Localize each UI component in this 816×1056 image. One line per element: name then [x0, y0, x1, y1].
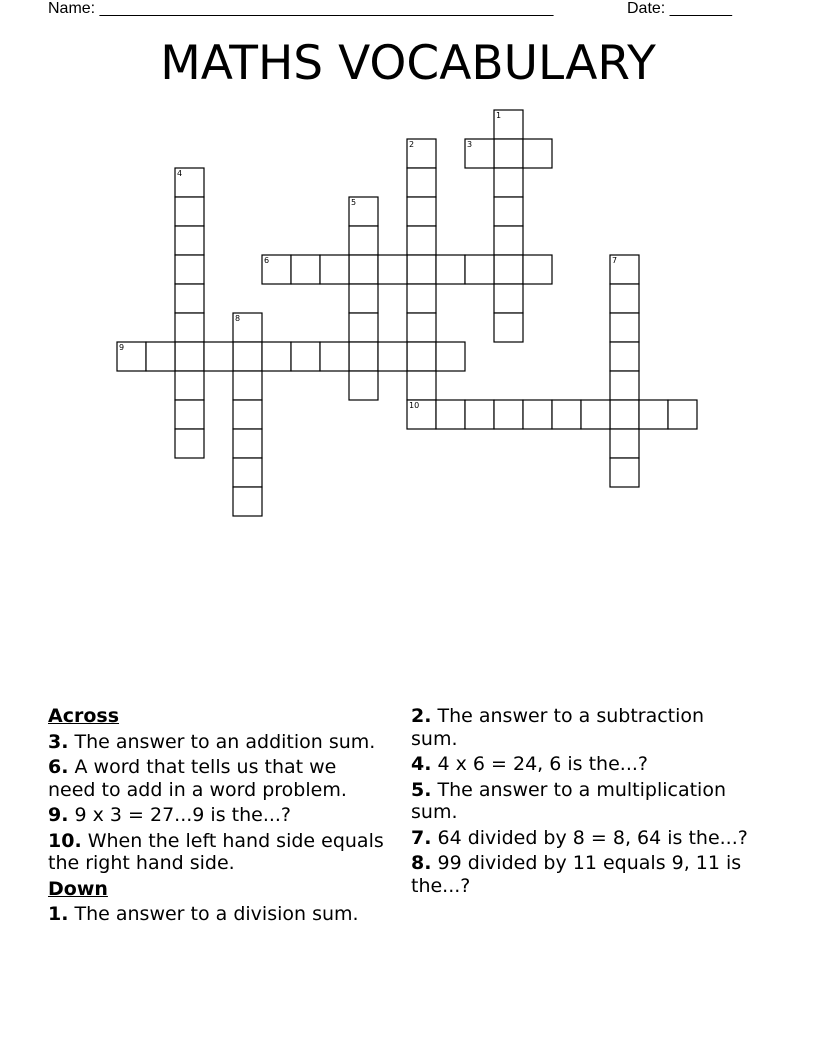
crossword-cell[interactable]: [320, 342, 349, 371]
clue-number-label: 4: [177, 169, 183, 178]
crossword-cell[interactable]: [407, 197, 436, 226]
clue-text: 64 divided by 8 = 8, 64 is the...?: [431, 826, 748, 849]
clue-number-label: 9: [119, 343, 125, 352]
crossword-cell[interactable]: [320, 255, 349, 284]
clue-across-6: [48, 756, 388, 801]
crossword-cell[interactable]: [291, 255, 320, 284]
crossword-cell[interactable]: [349, 313, 378, 342]
clue-number-label: 8: [235, 314, 241, 323]
header: [48, 0, 748, 20]
clue-down-5: [411, 779, 751, 824]
clue-text: When the left hand side equals the right hand side.: [48, 829, 384, 874]
clue-number-label: 1: [496, 111, 502, 120]
crossword-cell[interactable]: [494, 255, 523, 284]
clue-number: 7.: [411, 826, 432, 849]
clue-number: 8.: [411, 852, 432, 874]
crossword-cell[interactable]: [407, 284, 436, 313]
crossword-cell[interactable]: [175, 371, 204, 400]
crossword-cell[interactable]: [523, 400, 552, 429]
clue-number-label: 7: [612, 256, 618, 265]
crossword-cell[interactable]: [610, 255, 639, 284]
clue-text: The answer to an addition sum.: [68, 730, 376, 753]
crossword-cell[interactable]: [291, 342, 320, 371]
crossword-cell[interactable]: [407, 168, 436, 197]
crossword-cell[interactable]: [465, 400, 494, 429]
clue-text: The answer to a subtraction sum.: [411, 705, 705, 750]
clue-number: 2.: [411, 705, 432, 727]
clue-text: A word that tells us that we need to add in a word problem.: [48, 756, 347, 801]
crossword-cell[interactable]: [349, 197, 378, 226]
crossword-cell[interactable]: [494, 110, 523, 139]
crossword-cell[interactable]: [233, 371, 262, 400]
clue-text: 99 divided by 11 equals 9, 11 is the...?: [411, 852, 742, 897]
crossword-cell[interactable]: [436, 255, 465, 284]
clue-down-4: [411, 753, 751, 776]
crossword-cell[interactable]: [494, 139, 523, 168]
crossword-cell[interactable]: [349, 371, 378, 400]
clue-number-label: 5: [351, 198, 357, 207]
crossword-cell[interactable]: [175, 197, 204, 226]
crossword-cell[interactable]: [436, 400, 465, 429]
clue-number: 6.: [48, 756, 69, 778]
crossword-cell[interactable]: [349, 284, 378, 313]
crossword-cell[interactable]: [494, 226, 523, 255]
crossword-cell[interactable]: [610, 458, 639, 487]
date-field[interactable]: Date: _______: [627, 0, 732, 17]
crossword-cell[interactable]: [233, 458, 262, 487]
crossword-cell[interactable]: [494, 197, 523, 226]
crossword-cell[interactable]: [610, 371, 639, 400]
crossword-cell[interactable]: [465, 139, 494, 168]
crossword-cell[interactable]: [204, 342, 233, 371]
crossword-cell[interactable]: [378, 342, 407, 371]
crossword-cell[interactable]: [494, 168, 523, 197]
down-heading: Down: [48, 877, 108, 900]
crossword-cell[interactable]: [175, 226, 204, 255]
clue-down-8: [411, 852, 751, 897]
clue-across-9: [48, 804, 388, 827]
clue-number: 4.: [411, 753, 432, 775]
clue-number: 10.: [48, 829, 82, 852]
clue-number-label: 3: [467, 140, 473, 149]
crossword-cell[interactable]: [523, 255, 552, 284]
crossword-cell[interactable]: [349, 226, 378, 255]
crossword-cell[interactable]: [581, 400, 610, 429]
crossword-cell[interactable]: [610, 342, 639, 371]
clue-across-10: [48, 830, 388, 875]
crossword-cell[interactable]: [233, 429, 262, 458]
clue-text: The answer to a multiplication sum.: [411, 778, 726, 823]
clue-text: 9 x 3 = 27...9 is the...?: [68, 804, 292, 826]
clue-number: 1.: [48, 903, 69, 925]
clue-text: 4 x 6 = 24, 6 is the...?: [431, 753, 648, 775]
crossword-cell[interactable]: [407, 255, 436, 284]
crossword-cell[interactable]: [175, 342, 204, 371]
crossword-cell[interactable]: [494, 284, 523, 313]
crossword-cell[interactable]: [175, 429, 204, 458]
clue-down-1: [48, 903, 388, 926]
crossword-cell[interactable]: [407, 226, 436, 255]
crossword-cell[interactable]: [349, 255, 378, 284]
crossword-cell[interactable]: [610, 284, 639, 313]
crossword-cell[interactable]: [668, 400, 697, 429]
name-field[interactable]: Name: ___________________________________________________: [48, 0, 554, 17]
crossword-cell[interactable]: [407, 139, 436, 168]
crossword-cell[interactable]: [233, 342, 262, 371]
crossword-cell[interactable]: [552, 400, 581, 429]
crossword-cell[interactable]: [146, 342, 175, 371]
clue-text: The answer to a division sum.: [68, 903, 359, 925]
crossword-cell[interactable]: [407, 313, 436, 342]
crossword-cell[interactable]: [117, 342, 146, 371]
clues-right-column: [411, 702, 751, 897]
crossword-cell[interactable]: [175, 284, 204, 313]
clues-left-column: [48, 702, 388, 926]
clue-number: 9.: [48, 804, 69, 826]
crossword-cell[interactable]: [494, 400, 523, 429]
clue-number: 5.: [411, 778, 432, 801]
clue-number-label: 2: [409, 140, 415, 149]
clue-down-7: [411, 827, 751, 850]
crossword-cell[interactable]: [233, 487, 262, 516]
clue-number-label: 6: [264, 256, 270, 265]
crossword-cell[interactable]: [233, 313, 262, 342]
crossword-cell[interactable]: [175, 313, 204, 342]
crossword-cell[interactable]: [407, 371, 436, 400]
crossword-cell[interactable]: [349, 342, 378, 371]
crossword-cell[interactable]: [262, 342, 291, 371]
clue-number-label: 10: [409, 401, 420, 410]
crossword-cell[interactable]: [436, 342, 465, 371]
clue-number: 3.: [48, 730, 69, 753]
clue-down-2: [411, 705, 751, 750]
crossword-cell[interactable]: [407, 342, 436, 371]
crossword-cell[interactable]: [523, 139, 552, 168]
crossword-cell[interactable]: [610, 400, 639, 429]
crossword-cell[interactable]: [378, 255, 407, 284]
crossword-cell[interactable]: [610, 313, 639, 342]
crossword-cell[interactable]: [610, 429, 639, 458]
crossword-cell[interactable]: [175, 400, 204, 429]
crossword-cell[interactable]: [494, 313, 523, 342]
clue-across-3: [48, 731, 388, 754]
crossword-cell[interactable]: [407, 400, 436, 429]
crossword-cell[interactable]: [639, 400, 668, 429]
crossword-cell[interactable]: [233, 400, 262, 429]
crossword-cell[interactable]: [262, 255, 291, 284]
page-title: MATHS VOCABULARY: [160, 36, 656, 91]
crossword-cell[interactable]: [465, 255, 494, 284]
crossword-cell[interactable]: [175, 168, 204, 197]
crossword-cell[interactable]: [175, 255, 204, 284]
across-heading: Across: [48, 705, 120, 727]
